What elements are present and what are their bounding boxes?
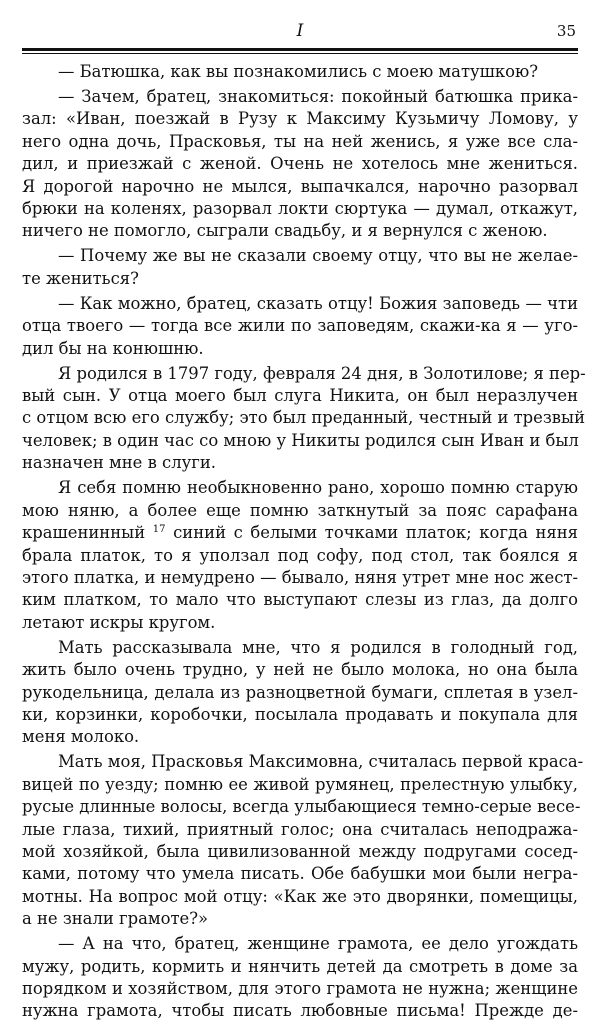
- text-line: нужна грамота, чтобы писать любовные письма! Прежде де-: [22, 1001, 578, 1021]
- text-line: ками, потому что умела писать. Обе бабушки мои были негра-: [22, 864, 578, 884]
- text-line: — Батюшка, как вы познакомились с моею матушкою?: [58, 62, 539, 81]
- text-line-with-footnote: [22, 522, 578, 544]
- text-line: Я дорогой нарочно не мылся, выпачкался, нарочно разорвал: [22, 176, 578, 196]
- text-line: дил бы на конюшню.: [22, 338, 204, 358]
- header-rule-thin: [22, 53, 578, 54]
- paragraph: [22, 477, 578, 634]
- text-line: рукодельница, делала из разноцветной бумаги, сплетая в узел-: [22, 682, 578, 702]
- body-text: [22, 61, 586, 1025]
- page-number: 35: [556, 22, 576, 40]
- text-line: — Зачем, братец, знакомиться: покойный батюшка прика-: [58, 87, 578, 106]
- text-line: те жениться?: [22, 268, 139, 288]
- paragraph: [22, 293, 578, 360]
- text-line: мой хозяйкой, была цивилизованной между подругами сосед-: [22, 841, 578, 861]
- text-line: ки, корзинки, коробочки, посылала продавать и покупала для: [22, 704, 578, 724]
- text-line: дил, и приезжай с женой. Очень не хотелось мне жениться.: [22, 154, 578, 174]
- text-line: — Почему же вы не сказали своему отцу, что вы не желае-: [58, 246, 578, 266]
- paragraph: [22, 61, 578, 83]
- text-line: русые длинные волосы, всегда улыбающиеся темно-серые весе-: [22, 797, 581, 817]
- text-line: жить было очень трудно, у ней не было молока, но она была: [22, 660, 578, 680]
- paragraph: [22, 933, 578, 1023]
- text-line: него одна дочь, Прасковья, ты на ней женись, я уже все сла-: [22, 131, 578, 151]
- text-line: лые глаза, тихий, приятный голос; она считалась неподража-: [22, 819, 578, 839]
- paragraph: [22, 637, 578, 749]
- footnote-marker: 17: [152, 524, 166, 536]
- text-line: ничего не помогло, сыграли свадьбу, и я вернулся с женою.: [22, 221, 548, 241]
- text-line: Я родился в 1797 году, февраля 24 дня, в Золотилове; я пер-: [58, 363, 586, 383]
- paragraph: [22, 751, 584, 930]
- paragraph: [22, 363, 586, 475]
- text-line: брала платок, то я уползал под софу, под стол, так боялся я: [22, 545, 578, 565]
- text-fragment: крашенинный: [22, 523, 146, 543]
- paragraph: [22, 245, 578, 290]
- text-line: мужу, родить, кормить и нянчить детей да смотреть в доме за: [22, 956, 578, 976]
- text-line: порядком и хозяйством, для этого грамота не нужна; женщине: [22, 979, 578, 998]
- text-line: брюки на коленях, разорвал локти сюртука — думал, откажут,: [22, 199, 578, 219]
- text-line: вицей по уезду; помню ее живой румянец, прелестную улыбку,: [22, 774, 578, 794]
- text-line: мою няню, а более еще помню заткнутый за пояс сарафана: [22, 500, 578, 520]
- text-line: Мать рассказывала мне, что я родился в голодный год,: [58, 637, 578, 657]
- text-line: — А на что, братец, женщине грамота, ее дело угождать: [58, 934, 578, 954]
- text-line: этого платка, и немудрено — бывало, няня утрет мне нос жест-: [22, 567, 578, 587]
- text-line: отца твоего — тогда все жили по заповедям, скажи-ка я — уго-: [22, 316, 578, 336]
- text-line: ким платком, то мало что выступают слезы из глаз, да долго: [22, 590, 578, 610]
- text-fragment: синий с белыми точками платок; когда няня: [165, 523, 579, 543]
- text-line: мотны. На вопрос мой отцу: «Как же это дворянки, помещицы,: [22, 886, 578, 906]
- text-line: — Как можно, братец, сказать отцу! Божия заповедь — чти: [58, 293, 578, 313]
- text-line: с отцом всю его службу; это был преданный, честный и трезвый: [22, 408, 586, 428]
- running-head: [22, 20, 578, 44]
- text-line: Я себя помню необыкновенно рано, хорошо помню старую: [58, 478, 578, 498]
- text-line: Мать моя, Прасковья Максимовна, считалась первой краса-: [58, 752, 584, 772]
- text-line: вый сын. У отца моего был слуга Никита, он был неразлучен: [22, 386, 578, 406]
- text-line: человек; в один час со мною у Никиты родился сын Иван и был: [22, 430, 579, 450]
- text-line: зал: «Иван, поезжай в Рузу к Максиму Кузьмичу Ломову, у: [22, 109, 578, 129]
- text-line: а не знали грамоте?»: [22, 909, 209, 929]
- paragraph: [22, 86, 578, 243]
- text-line: назначен мне в слуги.: [22, 453, 216, 473]
- section-mark: I: [296, 21, 304, 41]
- header-rule-thick: [22, 48, 578, 51]
- text-line: летают искры кругом.: [22, 612, 216, 632]
- text-line: меня молоко.: [22, 727, 140, 747]
